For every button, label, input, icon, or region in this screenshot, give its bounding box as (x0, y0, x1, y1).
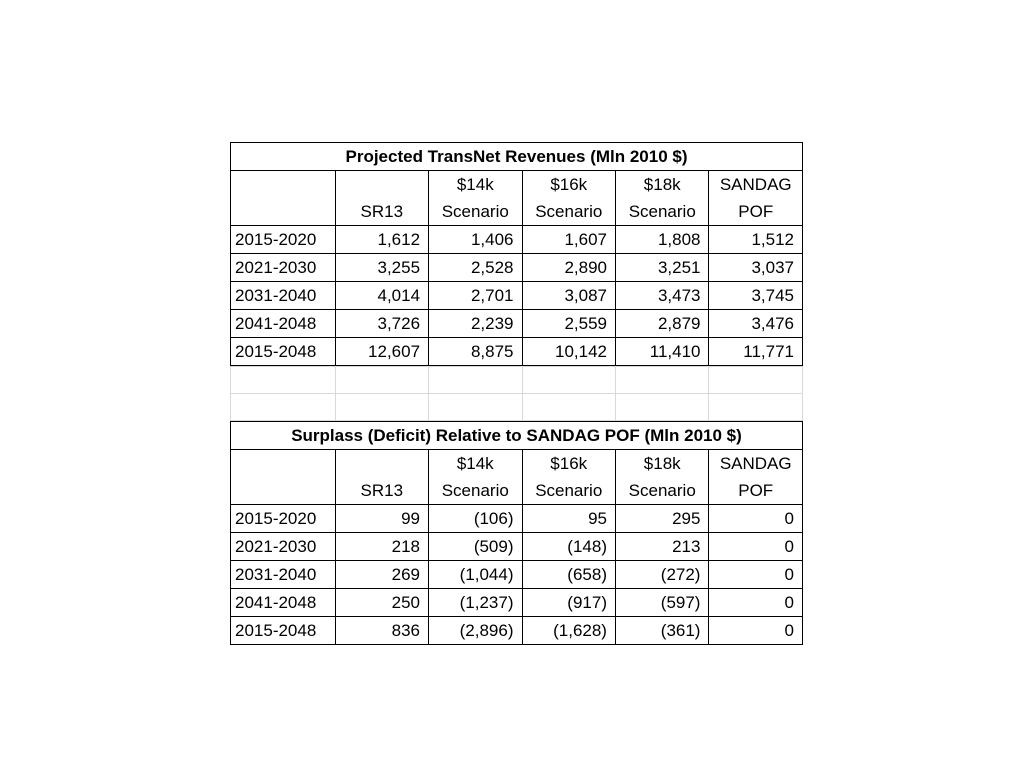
row-label: 2021-2030 (231, 254, 336, 282)
column-header: Scenario (522, 477, 615, 505)
value-cell: 2,239 (429, 310, 522, 338)
value-cell: 3,087 (522, 282, 615, 310)
row-label: 2015-2020 (231, 505, 336, 533)
value-cell: (509) (429, 533, 522, 561)
value-cell: 3,251 (616, 254, 709, 282)
value-cell: 1,607 (522, 226, 615, 254)
value-cell: 2,890 (522, 254, 615, 282)
value-cell: 1,612 (335, 226, 428, 254)
value-cell: (272) (615, 561, 708, 589)
value-cell: 0 (709, 589, 803, 617)
row-label: 2015-2048 (231, 617, 336, 645)
value-cell: (148) (522, 533, 615, 561)
value-cell: 3,726 (335, 310, 428, 338)
value-cell: 99 (335, 505, 428, 533)
column-header (231, 477, 336, 505)
table-row (231, 226, 803, 254)
column-header (335, 171, 428, 199)
column-header: Scenario (615, 477, 708, 505)
column-header: $18k (616, 171, 709, 199)
value-cell: 4,014 (335, 282, 428, 310)
revenue-table (230, 142, 803, 366)
value-cell: 0 (709, 617, 803, 645)
value-cell: 1,512 (709, 226, 803, 254)
table-title: Projected TransNet Revenues (Mln 2010 $) (231, 143, 803, 171)
column-header: SR13 (335, 477, 428, 505)
value-cell: (658) (522, 561, 615, 589)
value-cell: 1,406 (429, 226, 522, 254)
surplus-deficit-table (230, 421, 803, 645)
value-cell: 213 (615, 533, 708, 561)
header-row (231, 171, 803, 199)
value-cell: (2,896) (429, 617, 522, 645)
table-row (231, 282, 803, 310)
column-header: Scenario (429, 477, 522, 505)
header-row (231, 450, 803, 478)
value-cell: 0 (709, 505, 803, 533)
value-cell: (597) (615, 589, 708, 617)
row-label: 2015-2048 (231, 338, 336, 366)
value-cell: 11,410 (616, 338, 709, 366)
value-cell: 836 (335, 617, 428, 645)
column-header: $14k (429, 450, 522, 478)
column-header (231, 450, 336, 478)
value-cell: 8,875 (429, 338, 522, 366)
header-row (231, 477, 803, 505)
value-cell: (1,628) (522, 617, 615, 645)
column-header: $14k (429, 171, 522, 199)
row-label: 2015-2020 (231, 226, 336, 254)
value-cell: 0 (709, 533, 803, 561)
column-header: POF (709, 198, 803, 226)
value-cell: 1,808 (616, 226, 709, 254)
table-row (231, 533, 803, 561)
table-row (231, 505, 803, 533)
value-cell: 2,528 (429, 254, 522, 282)
value-cell: (106) (429, 505, 522, 533)
column-header: $18k (615, 450, 708, 478)
row-label: 2031-2040 (231, 561, 336, 589)
row-label: 2021-2030 (231, 533, 336, 561)
spacer-rows (230, 366, 803, 421)
value-cell: (917) (522, 589, 615, 617)
column-header (335, 450, 428, 478)
table-row (231, 310, 803, 338)
column-header (231, 198, 336, 226)
value-cell: 2,701 (429, 282, 522, 310)
row-label: 2031-2040 (231, 282, 336, 310)
column-header: SANDAG (709, 171, 803, 199)
column-header: Scenario (429, 198, 522, 226)
value-cell: (1,237) (429, 589, 522, 617)
table-title: Surplass (Deficit) Relative to SANDAG POF (Mln 2010 $) (231, 422, 803, 450)
empty-row (231, 394, 803, 421)
spreadsheet (230, 142, 803, 645)
value-cell: 3,476 (709, 310, 803, 338)
value-cell: 250 (335, 589, 428, 617)
column-header (231, 171, 336, 199)
value-cell: 10,142 (522, 338, 615, 366)
value-cell: 3,255 (335, 254, 428, 282)
value-cell: 2,559 (522, 310, 615, 338)
header-row (231, 198, 803, 226)
table-row (231, 561, 803, 589)
empty-row (231, 367, 803, 394)
table-row (231, 589, 803, 617)
table-row (231, 338, 803, 366)
table-row (231, 254, 803, 282)
table-title-row (231, 422, 803, 450)
row-label: 2041-2048 (231, 589, 336, 617)
value-cell: (1,044) (429, 561, 522, 589)
value-cell: 0 (709, 561, 803, 589)
column-header: SR13 (335, 198, 428, 226)
value-cell: 2,879 (616, 310, 709, 338)
value-cell: 218 (335, 533, 428, 561)
column-header: Scenario (616, 198, 709, 226)
value-cell: 11,771 (709, 338, 803, 366)
column-header: POF (709, 477, 803, 505)
row-label: 2041-2048 (231, 310, 336, 338)
value-cell: 95 (522, 505, 615, 533)
value-cell: 269 (335, 561, 428, 589)
column-header: $16k (522, 171, 615, 199)
column-header: Scenario (522, 198, 615, 226)
column-header: SANDAG (709, 450, 803, 478)
value-cell: 3,473 (616, 282, 709, 310)
table-title-row (231, 143, 803, 171)
value-cell: 3,745 (709, 282, 803, 310)
column-header: $16k (522, 450, 615, 478)
value-cell: 295 (615, 505, 708, 533)
value-cell: (361) (615, 617, 708, 645)
table-row (231, 617, 803, 645)
value-cell: 12,607 (335, 338, 428, 366)
value-cell: 3,037 (709, 254, 803, 282)
